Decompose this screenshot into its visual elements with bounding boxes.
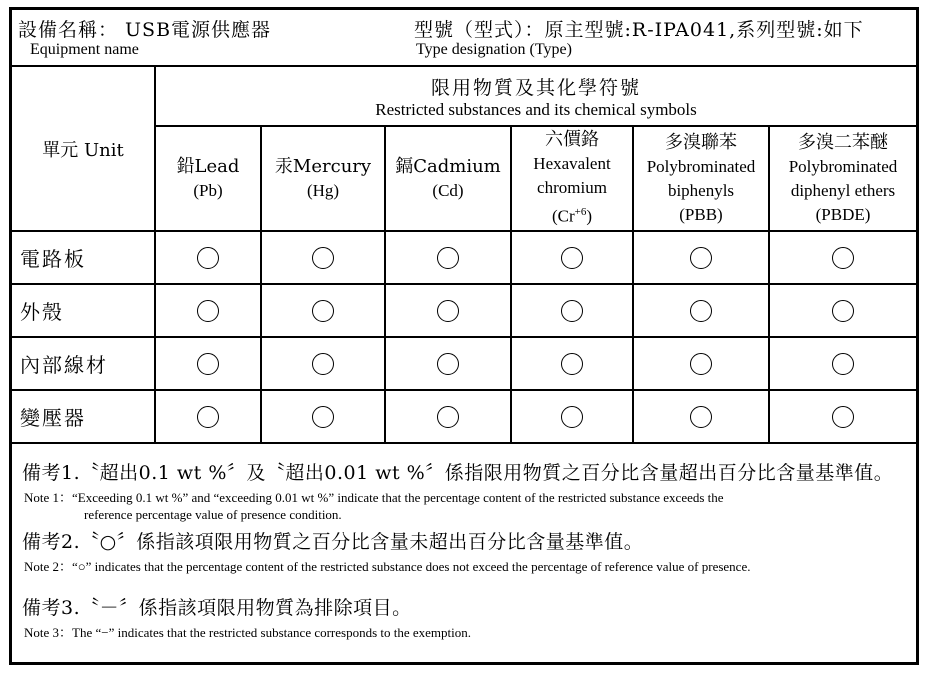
substance-pbb-name-en-1: Polybrominated [646,156,756,176]
circle-mark-icon [690,353,712,375]
circle-mark-icon [690,300,712,322]
circle-mark-icon [437,300,459,322]
presence-cell [511,231,633,284]
substance-lead-name: 鉛Lead [176,155,240,177]
presence-cell [633,284,769,337]
unit-name: 外殼 [12,284,155,337]
substance-lead-symbol: (Pb) [193,180,223,200]
circle-mark-icon [832,406,854,428]
substance-pbde-name-en-2: diphenyl ethers [790,180,896,200]
substance-pbb-name-zh: 多溴聯苯 [665,131,737,153]
notes [22,458,912,641]
circle-mark-icon [312,300,334,322]
circle-mark-icon [312,353,334,375]
substance-pbde [769,126,916,231]
circle-mark-icon [437,406,459,428]
presence-cell [633,337,769,390]
substance-lead [155,126,261,231]
presence-cell [769,390,916,443]
equipment-name-en: Equipment name [30,41,139,58]
presence-cell [633,231,769,284]
equipment-name-zh: 設備名稱： USB電源供應器 [18,19,272,41]
substance-mercury-name: 汞Mercury [274,155,372,177]
table-row [12,284,916,337]
note-3-en: Note 3：The “−” indicates that the restricted substance corresponds to the exemption. [24,625,472,640]
presence-cell [769,337,916,390]
note-1-en-a: Note 1：“Exceeding 0.1 wt %” and “exceeding 0.01 wt %” indicate that the percentage content of the restricted substance exceeds the [24,490,724,505]
substance-pbde-symbol: (PBDE) [815,204,871,224]
unit-name: 電路板 [12,231,155,284]
circle-mark-icon [561,300,583,322]
circle-mark-icon [197,353,219,375]
presence-cell [261,390,385,443]
presence-cell [155,337,261,390]
presence-cell [511,284,633,337]
circle-mark-icon [832,300,854,322]
presence-cell [385,337,511,390]
header [14,12,914,64]
presence-cell [769,231,916,284]
presence-cell [385,390,511,443]
presence-cell [155,231,261,284]
substance-pbde-name-en-1: Polybrominated [788,156,898,176]
unit-label: 單元 Unit [42,139,124,161]
presence-cell [633,390,769,443]
presence-cell [261,231,385,284]
note-2-en: Note 2：“○” indicates that the percentage content of the restricted substance does not exceed the percentage of reference value of presence. [24,559,751,574]
substance-pbb-name-en-2: biphenyls [667,180,735,200]
circle-mark-icon [832,247,854,269]
substance-cadmium [385,126,511,231]
unit-header [12,67,155,231]
substance-cadmium-name: 鎘Cadmium [395,155,501,177]
presence-cell [155,390,261,443]
circle-mark-icon [312,406,334,428]
circle-mark-icon [197,406,219,428]
circle-mark-icon [690,247,712,269]
unit-name: 變壓器 [12,390,155,443]
presence-cell [769,284,916,337]
type-designation-zh: 型號（型式）：原主型號:R-IPA041,系列型號:如下 [414,19,864,41]
restricted-substances-table [12,67,916,444]
unit-rows [12,231,916,443]
circle-mark-icon [561,247,583,269]
substance-mercury-symbol: (Hg) [306,180,340,200]
circle-mark-icon [197,247,219,269]
circle-mark-icon [832,353,854,375]
circle-mark-icon [437,353,459,375]
substance-pbb-symbol: (PBB) [679,204,723,224]
circle-mark-icon [197,300,219,322]
presence-cell [261,337,385,390]
presence-cell [385,231,511,284]
type-designation-en: Type designation (Type) [416,41,572,58]
substances-title-zh: 限用物質及其化學符號 [431,76,642,99]
substance-cr6-symbol: $(Cr^{+6})$ [551,206,593,226]
note-1-en-b: reference percentage value of presence condition. [84,507,342,522]
substance-cadmium-symbol: (Cd) [432,180,464,200]
substance-hexavalent-chromium [511,126,633,231]
table-row [12,390,916,443]
substance-cr6-name-en-2: chromium [537,178,607,198]
circle-mark-icon [437,247,459,269]
unit-name: 內部線材 [12,337,155,390]
table-row [12,337,916,390]
presence-cell [511,390,633,443]
substances-title [155,67,916,126]
note-3-zh: 備考3.〝－〞係指該項限用物質為排除項目。 [22,597,412,619]
presence-cell [155,284,261,337]
circle-mark-icon [561,353,583,375]
circle-mark-icon [690,406,712,428]
note-1-zh: 備考1.〝超出0.1 wt %〞及〝超出0.01 wt %〞係指限用物質之百分比含量超出百分比含量基準值。 [22,462,894,484]
substance-pbde-name-zh: 多溴二苯醚 [798,131,888,153]
substance-cr6-name-zh: 六價鉻 [545,129,599,151]
table-row [12,231,916,284]
rohs-declaration-frame [9,7,919,665]
substances-title-en: Restricted substances and its chemical symbols [375,99,697,119]
circle-mark-icon [312,247,334,269]
presence-cell [385,284,511,337]
note-2-zh: 備考2.〝○〞係指該項限用物質之百分比含量未超出百分比含量基準值。 [22,531,644,553]
presence-cell [261,284,385,337]
substance-cr6-name-en-1: Hexavalent [533,154,611,174]
presence-cell [511,337,633,390]
substance-mercury [261,126,385,231]
circle-mark-icon [561,406,583,428]
substance-pbb [633,126,769,231]
